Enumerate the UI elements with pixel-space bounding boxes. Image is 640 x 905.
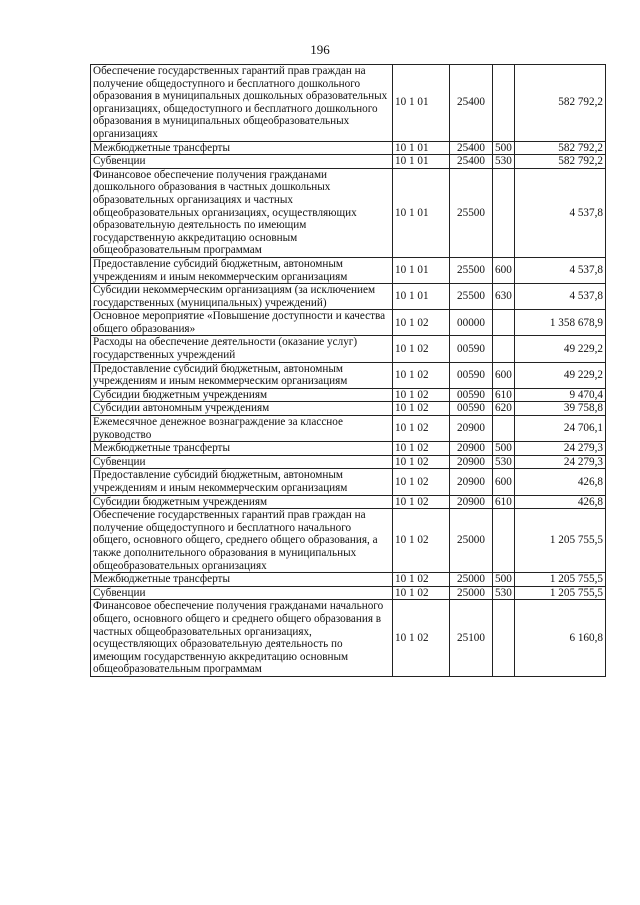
- amount-cell: 39 758,8: [515, 402, 606, 416]
- amount-cell: 4 537,8: [515, 257, 606, 283]
- program-code-cell: 10 1 01: [393, 257, 450, 283]
- program-code-cell: 10 1 01: [393, 155, 450, 169]
- program-code-cell: 10 1 02: [393, 310, 450, 336]
- table-row: [91, 600, 606, 677]
- expense-name-cell: Субсидии автономным учреждениям: [91, 402, 393, 416]
- direction-code-cell: 00000: [450, 310, 493, 336]
- program-code-cell: 10 1 02: [393, 416, 450, 442]
- expense-name-cell: Расходы на обеспечение деятельности (оказание услуг) государственных учреждений: [91, 336, 393, 362]
- table-row: [91, 362, 606, 388]
- program-code-cell: 10 1 02: [393, 600, 450, 677]
- expense-type-cell: 600: [493, 362, 515, 388]
- expense-type-cell: 530: [493, 155, 515, 169]
- amount-cell: 426,8: [515, 495, 606, 509]
- expense-type-cell: [493, 168, 515, 257]
- amount-cell: 24 279,3: [515, 455, 606, 469]
- program-code-cell: 10 1 01: [393, 141, 450, 155]
- amount-cell: 24 706,1: [515, 416, 606, 442]
- table-row: [91, 310, 606, 336]
- expense-name-cell: Ежемесячное денежное вознаграждение за классное руководство: [91, 416, 393, 442]
- expense-type-cell: 600: [493, 469, 515, 495]
- program-code-cell: 10 1 01: [393, 284, 450, 310]
- expense-name-cell: Межбюджетные трансферты: [91, 141, 393, 155]
- expense-type-cell: 620: [493, 402, 515, 416]
- amount-cell: 1 205 755,5: [515, 573, 606, 587]
- table-row: [91, 586, 606, 600]
- expense-type-cell: [493, 310, 515, 336]
- program-code-cell: 10 1 01: [393, 65, 450, 142]
- expense-name-cell: Предоставление субсидий бюджетным, автономным учреждениям и иным некоммерческим организациям: [91, 257, 393, 283]
- amount-cell: 4 537,8: [515, 284, 606, 310]
- amount-cell: 1 358 678,9: [515, 310, 606, 336]
- program-code-cell: 10 1 02: [393, 495, 450, 509]
- direction-code-cell: 25500: [450, 168, 493, 257]
- amount-cell: 9 470,4: [515, 388, 606, 402]
- expense-name-cell: Обеспечение государственных гарантий прав граждан на получение общедоступного и бесплатного начального общего, основного общего, среднего общего образования, а также дополнительного образования в муниципальных общеобразовательных организациях: [91, 509, 393, 573]
- program-code-cell: 10 1 01: [393, 168, 450, 257]
- table-row: [91, 284, 606, 310]
- direction-code-cell: 20900: [450, 469, 493, 495]
- expense-name-cell: Субсидии некоммерческим организациям (за исключением государственных (муниципальных) учреждений): [91, 284, 393, 310]
- amount-cell: 24 279,3: [515, 442, 606, 456]
- direction-code-cell: 20900: [450, 416, 493, 442]
- expense-type-cell: [493, 65, 515, 142]
- direction-code-cell: 25000: [450, 586, 493, 600]
- expense-type-cell: [493, 509, 515, 573]
- program-code-cell: 10 1 02: [393, 336, 450, 362]
- program-code-cell: 10 1 02: [393, 455, 450, 469]
- program-code-cell: 10 1 02: [393, 573, 450, 587]
- expense-type-cell: 610: [493, 495, 515, 509]
- direction-code-cell: 20900: [450, 495, 493, 509]
- table-row: [91, 336, 606, 362]
- program-code-cell: 10 1 02: [393, 469, 450, 495]
- table-row: [91, 65, 606, 142]
- program-code-cell: 10 1 02: [393, 388, 450, 402]
- amount-cell: 582 792,2: [515, 155, 606, 169]
- program-code-cell: 10 1 02: [393, 442, 450, 456]
- expense-name-cell: Межбюджетные трансферты: [91, 573, 393, 587]
- expense-name-cell: Обеспечение государственных гарантий прав граждан на получение общедоступного и бесплатного дошкольного образования в муниципальных дошкольных образовательных организациях, общедоступного и бесплатного дошкольного образования в муниципальных общеобразовательных организациях: [91, 65, 393, 142]
- program-code-cell: 10 1 02: [393, 586, 450, 600]
- expense-name-cell: Предоставление субсидий бюджетным, автономным учреждениям и иным некоммерческим организациям: [91, 362, 393, 388]
- program-code-cell: 10 1 02: [393, 362, 450, 388]
- table-row: [91, 168, 606, 257]
- amount-cell: 582 792,2: [515, 65, 606, 142]
- page-number: 196: [310, 42, 330, 57]
- expense-name-cell: Финансовое обеспечение получения гражданами начального общего, основного общего и среднего общего образования в частных общеобразовательных организациях, осуществляющих образовательную деятельность по имеющим государственную аккредитацию основным общеобразовательным программам: [91, 600, 393, 677]
- direction-code-cell: 25500: [450, 284, 493, 310]
- table-row: [91, 388, 606, 402]
- direction-code-cell: 20900: [450, 442, 493, 456]
- direction-code-cell: 25400: [450, 65, 493, 142]
- direction-code-cell: 25000: [450, 573, 493, 587]
- expense-type-cell: [493, 600, 515, 677]
- table-row: [91, 469, 606, 495]
- amount-cell: 1 205 755,5: [515, 586, 606, 600]
- table-row: [91, 442, 606, 456]
- direction-code-cell: 00590: [450, 388, 493, 402]
- expense-type-cell: 500: [493, 573, 515, 587]
- expense-name-cell: Субвенции: [91, 155, 393, 169]
- expense-type-cell: [493, 336, 515, 362]
- table-row: [91, 495, 606, 509]
- table-row: [91, 573, 606, 587]
- expense-type-cell: 530: [493, 586, 515, 600]
- program-code-cell: 10 1 02: [393, 402, 450, 416]
- table-row: [91, 416, 606, 442]
- direction-code-cell: 00590: [450, 362, 493, 388]
- program-code-cell: 10 1 02: [393, 509, 450, 573]
- expense-type-cell: 610: [493, 388, 515, 402]
- direction-code-cell: 25100: [450, 600, 493, 677]
- table-row: [91, 509, 606, 573]
- expense-name-cell: Основное мероприятие «Повышение доступности и качества общего образования»: [91, 310, 393, 336]
- expense-type-cell: 600: [493, 257, 515, 283]
- expense-name-cell: Субвенции: [91, 455, 393, 469]
- expense-type-cell: 500: [493, 141, 515, 155]
- amount-cell: 49 229,2: [515, 336, 606, 362]
- expense-name-cell: Субсидии бюджетным учреждениям: [91, 388, 393, 402]
- amount-cell: 1 205 755,5: [515, 509, 606, 573]
- direction-code-cell: 25400: [450, 141, 493, 155]
- table-row: [91, 155, 606, 169]
- table-row: [91, 257, 606, 283]
- amount-cell: 6 160,8: [515, 600, 606, 677]
- direction-code-cell: 00590: [450, 336, 493, 362]
- budget-table: [90, 64, 606, 677]
- amount-cell: 582 792,2: [515, 141, 606, 155]
- amount-cell: 426,8: [515, 469, 606, 495]
- direction-code-cell: 25500: [450, 257, 493, 283]
- expense-type-cell: 530: [493, 455, 515, 469]
- expense-name-cell: Субсидии бюджетным учреждениям: [91, 495, 393, 509]
- table-row: [91, 402, 606, 416]
- expense-type-cell: [493, 416, 515, 442]
- direction-code-cell: 00590: [450, 402, 493, 416]
- expense-type-cell: 630: [493, 284, 515, 310]
- expense-name-cell: Финансовое обеспечение получения гражданами дошкольного образования в частных дошкольных образовательных организациях и частных общеобразовательных организациях, осуществляющих образовательную деятельность по имеющим государственную аккредитацию основным общеобразовательным программам: [91, 168, 393, 257]
- direction-code-cell: 20900: [450, 455, 493, 469]
- table-row: [91, 141, 606, 155]
- direction-code-cell: 25000: [450, 509, 493, 573]
- expense-name-cell: Субвенции: [91, 586, 393, 600]
- expense-name-cell: Предоставление субсидий бюджетным, автономным учреждениям и иным некоммерческим организациям: [91, 469, 393, 495]
- expense-type-cell: 500: [493, 442, 515, 456]
- budget-table-body: [91, 65, 606, 677]
- expense-name-cell: Межбюджетные трансферты: [91, 442, 393, 456]
- amount-cell: 4 537,8: [515, 168, 606, 257]
- amount-cell: 49 229,2: [515, 362, 606, 388]
- direction-code-cell: 25400: [450, 155, 493, 169]
- table-row: [91, 455, 606, 469]
